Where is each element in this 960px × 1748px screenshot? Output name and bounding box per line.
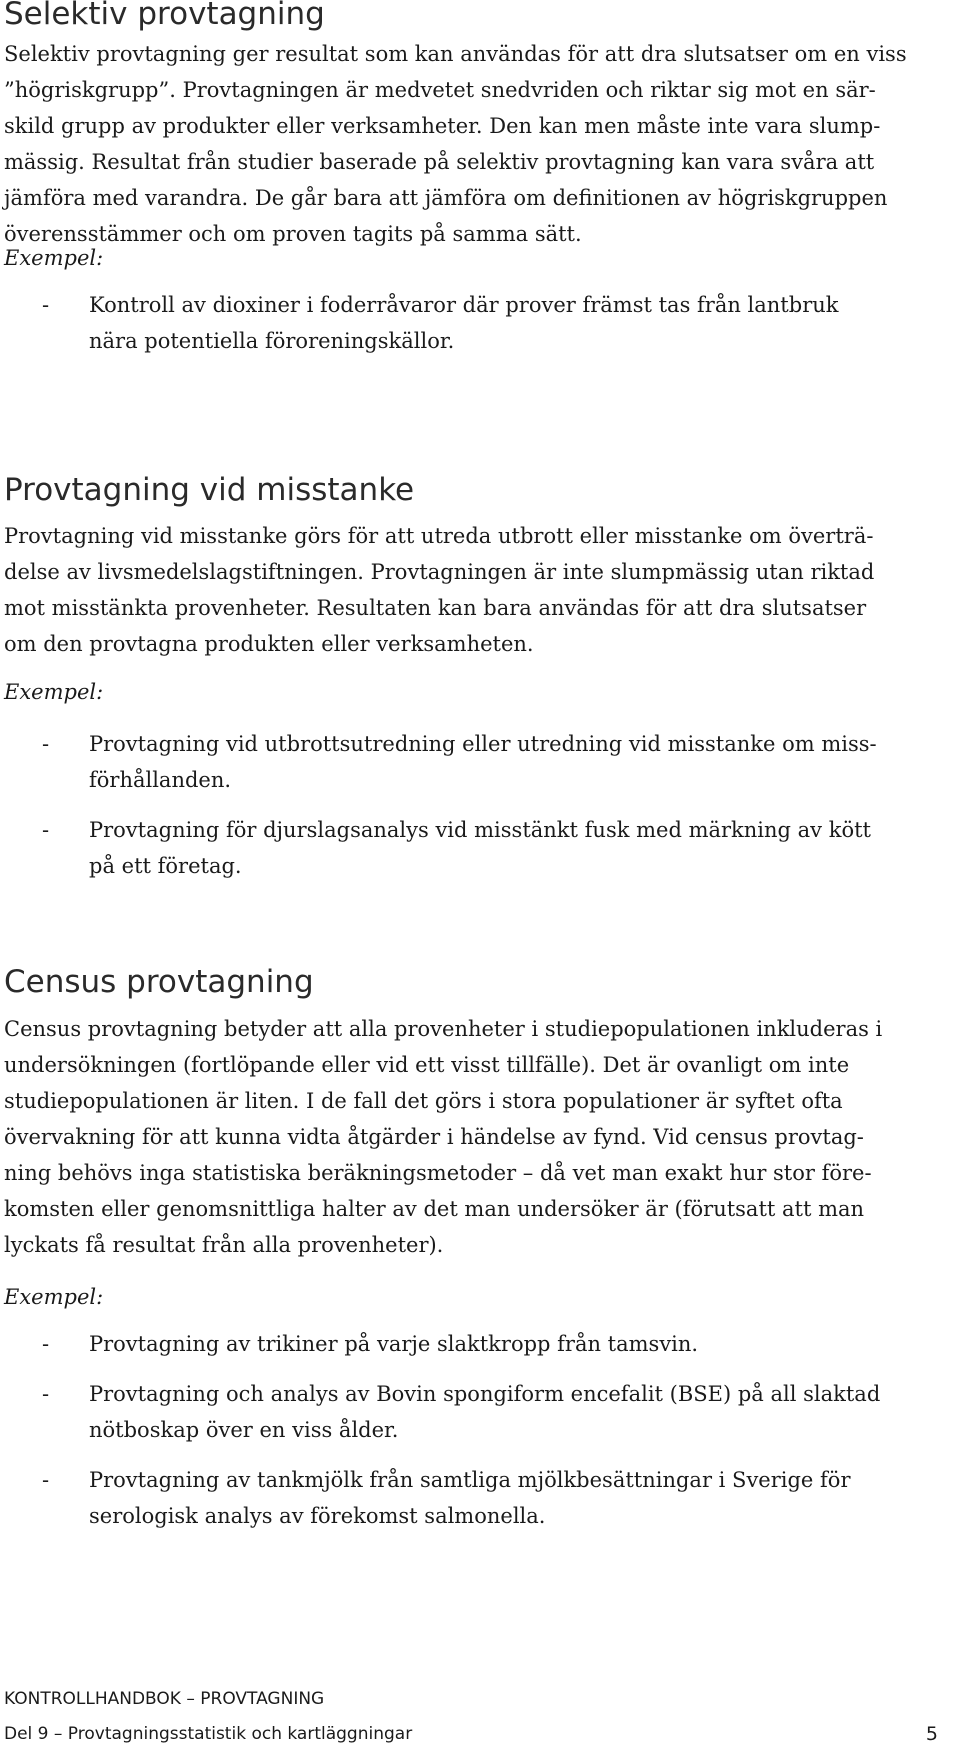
text-line: nötboskap över en viss ålder. [89,1418,399,1442]
text-line: Provtagning för djurslagsanalys vid misstänkt fusk med märkning av kött [89,818,871,842]
list-dash: - [42,818,50,842]
section-heading-census: Census provtagning [4,964,314,1000]
text-line: komsten eller genomsnittliga halter av det man undersöker är (förutsatt att man [4,1197,865,1221]
example-label: Exempel: [4,680,104,704]
list-dash: - [42,293,50,317]
text-line: förhållanden. [89,768,232,792]
text-line: mässig. Resultat från studier baserade på selektiv provtagning kan vara svåra att [4,150,875,174]
text-line: Provtagning av trikiner på varje slaktkropp från tamsvin. [89,1332,699,1356]
text-line: på ett företag. [89,854,242,878]
text-line: Provtagning vid misstanke görs för att utreda utbrott eller misstanke om överträ- [4,524,874,548]
section-paragraph [4,1011,934,1263]
text-line: Provtagning och analys av Bovin spongiform encefalit (BSE) på all slaktad [89,1382,881,1406]
text-line: mot misstänkta provenheter. Resultaten kan bara användas för att dra slutsatser [4,596,867,620]
text-line: lyckats få resultat från alla provenheter). [4,1233,444,1257]
list-dash: - [42,1468,50,1492]
text-line: undersökningen (fortlöpande eller vid ett visst tillfälle). Det är ovanligt om inte [4,1053,850,1077]
footer-subtitle: Del 9 – Provtagningsstatistik och kartläggningar [4,1724,413,1744]
text-line: Provtagning av tankmjölk från samtliga mjölkbesättningar i Sverige för [89,1468,851,1492]
list-dash: - [42,1332,50,1356]
example-label: Exempel: [4,246,104,270]
text-line: Selektiv provtagning ger resultat som kan användas för att dra slutsatser om en viss [4,42,907,66]
list-dash: - [42,1382,50,1406]
text-line: delse av livsmedelslagstiftningen. Provtagningen är inte slumpmässig utan riktad [4,560,875,584]
text-line: om den provtagna produkten eller verksamheten. [4,632,534,656]
section-paragraph [4,36,934,252]
text-line: ning behövs inga statistiska beräkningsmetoder – då vet man exakt hur stor före- [4,1161,872,1185]
text-line: Provtagning vid utbrottsutredning eller utredning vid misstanke om miss- [89,732,877,756]
text-line: skild grupp av produkter eller verksamheter. Den kan men måste inte vara slump- [4,114,881,138]
section-heading-misstanke: Provtagning vid misstanke [4,472,415,508]
section-heading-selektiv: Selektiv provtagning [4,0,325,32]
text-line: jämföra med varandra. De går bara att jämföra om definitionen av högriskgruppen [4,186,888,210]
example-label: Exempel: [4,1285,104,1309]
text-line: överensstämmer och om proven tagits på samma sätt. [4,222,582,246]
text-line: studiepopulationen är liten. I de fall det görs i stora populationer är syftet ofta [4,1089,843,1113]
text-line: övervakning för att kunna vidta åtgärder i händelse av fynd. Vid census provtag- [4,1125,864,1149]
text-line: nära potentiella föroreningskällor. [89,329,455,353]
text-line: Kontroll av dioxiner i foderråvaror där prover främst tas från lantbruk [89,293,839,317]
text-line: ”högriskgrupp”. Provtagningen är medvetet snedvriden och riktar sig mot en sär- [4,78,876,102]
text-line: Census provtagning betyder att alla provenheter i studiepopulationen inkluderas i [4,1017,883,1041]
list-dash: - [42,732,50,756]
text-line: serologisk analys av förekomst salmonella. [89,1504,546,1528]
footer-title: KONTROLLHANDBOK – PROVTAGNING [4,1689,325,1709]
page-number: 5 [925,1723,938,1745]
section-paragraph [4,518,934,662]
